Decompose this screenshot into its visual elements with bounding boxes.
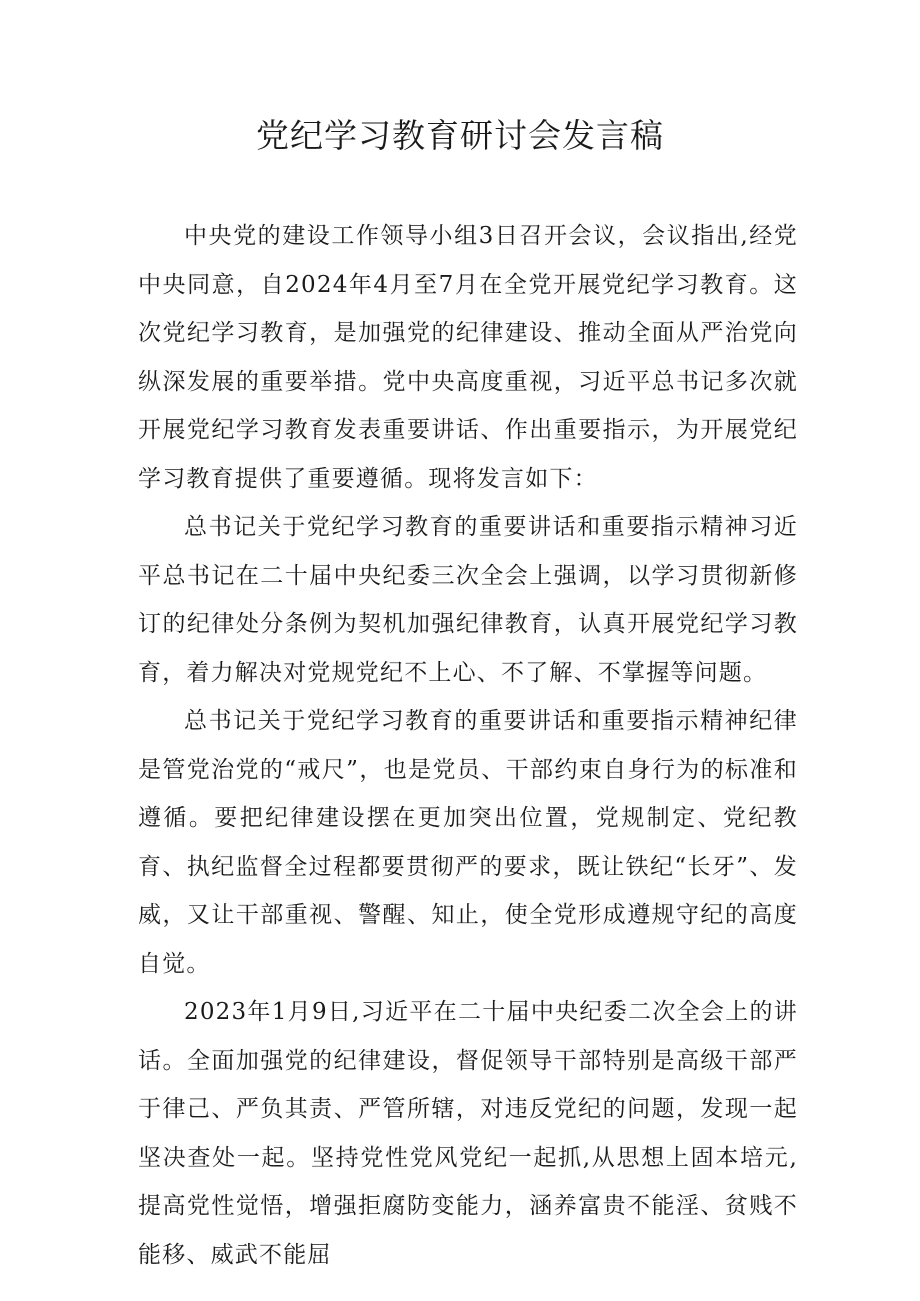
document-title: 党纪学习教育研讨会发言稿 — [256, 116, 664, 155]
paragraph-intro: 中央党的建设工作领导小组3日召开会议，会议指出,经党中央同意，自2024年4月至7月在全党开展党纪学习教育。这次党纪学习教育，是加强党的纪律建设、推动全面从严治党向纵深发展的重要举措。党中央高度重视，习近平总书记多次就开展党纪学习教育发表重要讲话、作出重要指示，为开展党纪学习教育提供了重要遵循。现将发言如下： — [138, 223, 798, 492]
paragraph-speech-third-plenary: 总书记关于党纪学习教育的重要讲话和重要指示精神习近平总书记在二十届中央纪委三次全会上强调，以学习贯彻新修订的纪律处分条例为契机加强纪律教育，认真开展党纪学习教育，着力解决对党规党纪不上心、不了解、不掌握等问题。 — [138, 514, 798, 686]
document-body — [138, 212, 798, 1279]
paragraph-speech-2023: 2023年1月9日,习近平在二十届中央纪委二次全会上的讲话。全面加强党的纪律建设，督促领导干部特别是高级干部严于律己、严负其责、严管所辖，对违反党纪的问题，发现一起坚决查处一起。坚持党性党风党纪一起抓,从思想上固本培元,提高党性觉悟，增强拒腐防变能力，涵养富贵不能淫、贫贱不能移、威武不能屈 — [138, 999, 798, 1268]
paragraph-discipline-ruler: 总书记关于党纪学习教育的重要讲话和重要指示精神纪律是管党治党的“戒尺”，也是党员、干部约束自身行为的标准和遵循。要把纪律建设摆在更加突出位置，党规制定、党纪教育、执纪监督全过程都要贯彻严的要求，既让铁纪“长牙”、发威，又让干部重视、警醒、知止，使全党形成遵规守纪的高度自觉。 — [138, 708, 798, 977]
